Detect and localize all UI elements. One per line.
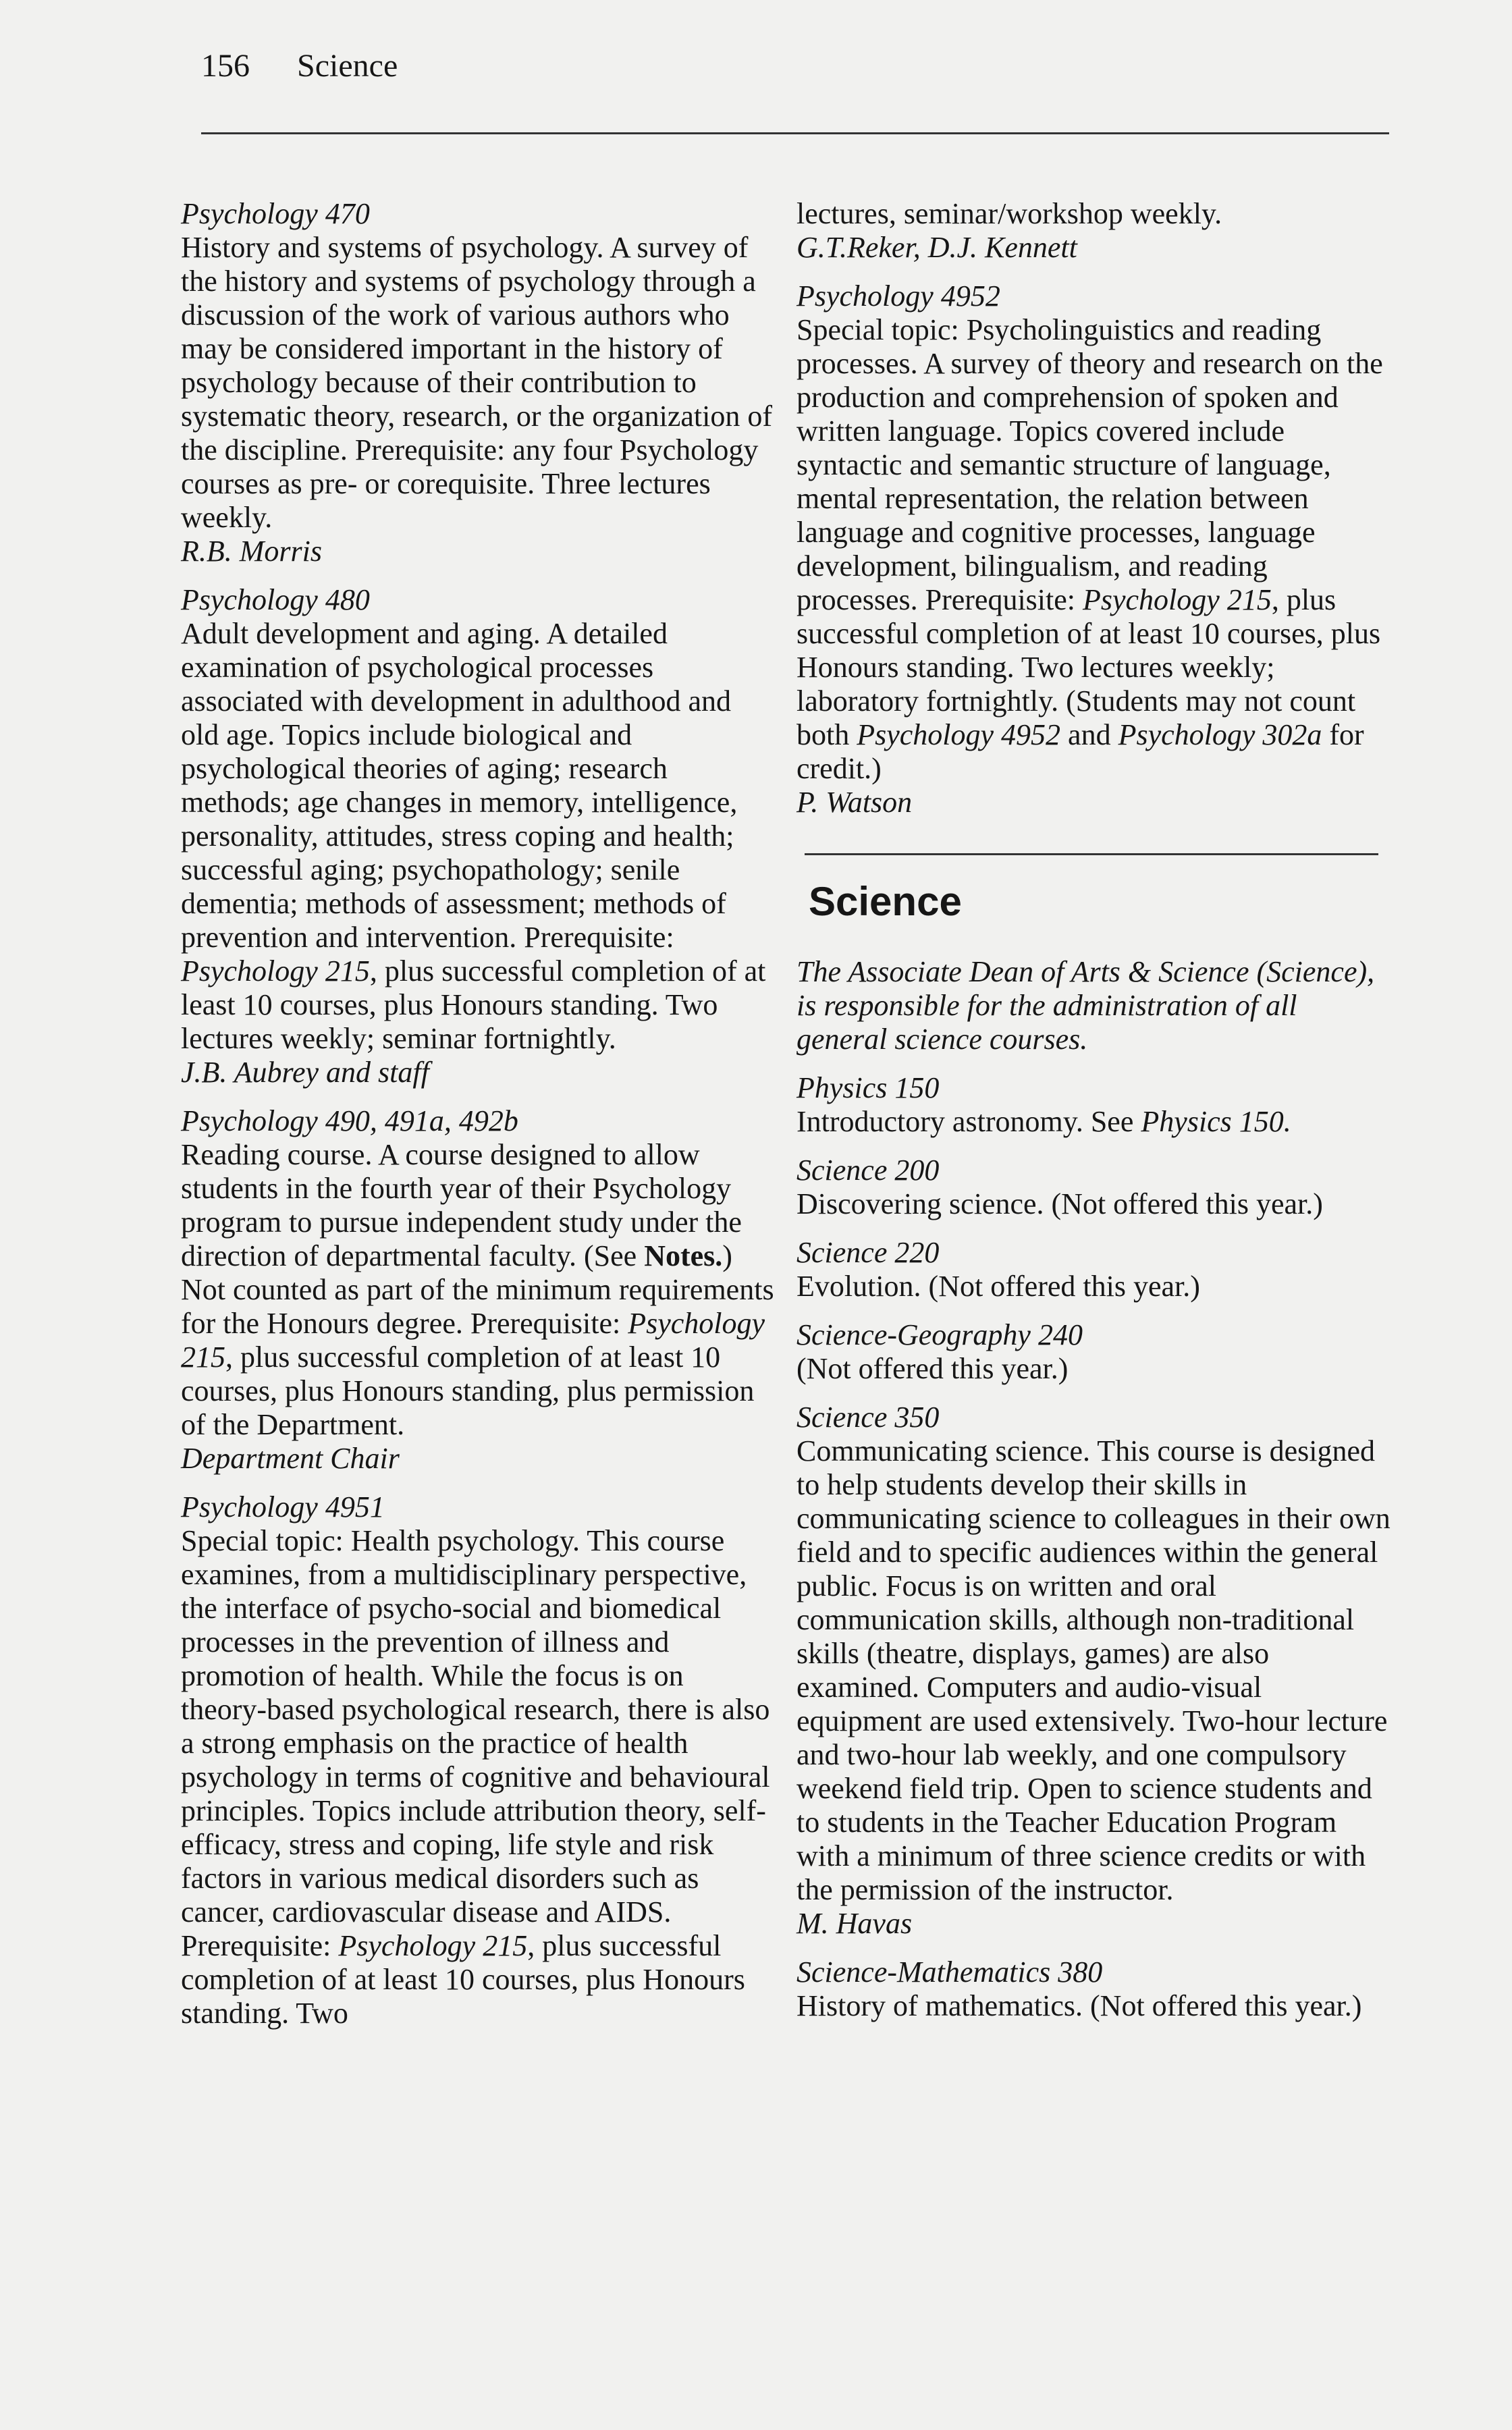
course-title: Science-Mathematics 380 [796, 1955, 1103, 1989]
course-instructor: J.B. Aubrey and staff [181, 1056, 429, 1089]
course-description: Special topic: Psycholinguistics and reading processes. A survey of theory and research on the production and comprehension of spoken and written language. Topics covered include syntactic and semantic structure of language, mental representation, the relation between language and cognitive processes, language development, bilingualism, and reading processes. Prerequisite: Psychology 215, plus successful completion of at least 10 courses, plus Honours standing. Two lectures weekly; laboratory fortnightly. (Students may not count both Psychology 4952 and Psychology 302a for credit.) [796, 313, 1383, 785]
course-entry [796, 279, 1390, 819]
section-heading: Science [809, 879, 962, 924]
course-entry [796, 1401, 1390, 1941]
course-description: Communicating science. This course is designed to help students develop their skills in communicating science to colleagues in their own field and to specific audiences within the general public. Focus is on written and oral communication skills, although non-traditional skills (theatre, displays, games) are also examined. Computers and audio-visual equipment are used extensively. Two-hour lecture and two-hour lab weekly, and one compulsory weekend field trip. Open to science students and to students in the Teacher Education Program with a minimum of three science credits or with the permission of the instructor. [796, 1434, 1390, 1906]
course-instructor: Department Chair [181, 1442, 400, 1475]
course-description: Introductory astronomy. See Physics 150. [796, 1105, 1291, 1138]
course-title: Physics 150 [796, 1071, 940, 1104]
header-rule [201, 132, 1389, 134]
running-head: Science [297, 48, 398, 84]
section-intro: The Associate Dean of Arts & Science (Science), is responsible for the administration of all general science courses. [796, 955, 1375, 1056]
course-reference: Psychology 215 [338, 1929, 528, 1962]
section-rule [805, 853, 1378, 855]
left-column [181, 197, 775, 2045]
course-entry [181, 197, 775, 568]
course-description: History of mathematics. (Not offered this year.) [796, 1989, 1362, 2022]
course-description: Reading course. A course designed to allow students in the fourth year of their Psychology program to pursue independent study under the direction of departmental faculty. (See Notes.) Not counted as part of the minimum requirements for the Honours degree. Prerequisite: Psychology 215, plus successful completion of at least 10 courses, plus Honours standing, plus permission of the Department. [181, 1138, 774, 1441]
right-column [796, 197, 1390, 2038]
course-instructor: R.B. Morris [181, 535, 322, 568]
notes-reference: Notes. [644, 1239, 723, 1272]
course-reference: Psychology 4952 [857, 718, 1061, 751]
course-title: Psychology 480 [181, 583, 370, 616]
course-title: Science 220 [796, 1236, 940, 1269]
course-entry-continuation [796, 197, 1390, 265]
course-description: Adult development and aging. A detailed examination of psychological processes associated with development in adulthood and old age. Topics include biological and psychological theories of aging; research methods; age changes in memory, intelligence, personality, attitudes, stress coping and health; successful aging; psychopathology; senile dementia; methods of assessment; methods of prevention and intervention. Prerequisite: Psychology 215, plus successful completion of at least 10 courses, plus Honours standing. Two lectures weekly; seminar fortnightly. [181, 617, 766, 1055]
page-number: 156 [201, 48, 250, 84]
course-title: Science 350 [796, 1401, 940, 1434]
course-reference: Psychology 215 [1083, 583, 1272, 616]
course-reference: Physics 150. [1141, 1105, 1291, 1138]
page-header [201, 47, 398, 84]
course-description: Special topic: Health psychology. This course examines, from a multidisciplinary perspective, the interface of psycho-social and biomedical processes in the prevention of illness and promotion of health. While the focus is on theory-based psychological research, there is also a strong emphasis on the practice of health psychology in terms of cognitive and behavioural principles. Topics include attribution theory, self-efficacy, stress and coping, life style and risk factors in various medical disorders such as cancer, cardiovascular disease and AIDS. Prerequisite: Psychology 215, plus successful completion of at least 10 courses, plus Honours standing. Two [181, 1524, 770, 2030]
course-instructor: P. Watson [796, 786, 913, 819]
course-title: Science-Geography 240 [796, 1318, 1083, 1351]
course-title: Psychology 490, 491a, 492b [181, 1104, 518, 1137]
course-entry [181, 1104, 775, 1476]
course-entry [181, 583, 775, 1089]
course-entry [796, 1318, 1390, 1386]
course-title: Psychology 4951 [181, 1490, 385, 1523]
course-description: Evolution. (Not offered this year.) [796, 1270, 1200, 1303]
course-description: History and systems of psychology. A survey of the history and systems of psychology through a discussion of the work of various authors who may be considered important in the history of psychology because of their contribution to systematic theory, research, or the organization of the discipline. Prerequisite: any four Psychology courses as pre- or corequisite. Three lectures weekly. [181, 231, 773, 534]
course-reference: Psychology 302a [1118, 718, 1322, 751]
course-description: lectures, seminar/workshop weekly. [796, 197, 1222, 230]
course-title: Psychology 4952 [796, 279, 1000, 313]
course-entry [796, 1236, 1390, 1303]
course-reference: Psychology 215 [181, 954, 370, 988]
course-entry [796, 1071, 1390, 1139]
course-entry [796, 1955, 1390, 2023]
course-instructor: M. Havas [796, 1907, 913, 1940]
course-reference: Psychology 215 [181, 1307, 765, 1374]
course-entry [181, 1490, 775, 2030]
course-entry [796, 1154, 1390, 1221]
course-description: (Not offered this year.) [796, 1352, 1069, 1385]
course-title: Psychology 470 [181, 197, 370, 230]
course-description: Discovering science. (Not offered this year.) [796, 1187, 1323, 1220]
course-instructor: G.T.Reker, D.J. Kennett [796, 231, 1077, 264]
course-title: Science 200 [796, 1154, 940, 1187]
